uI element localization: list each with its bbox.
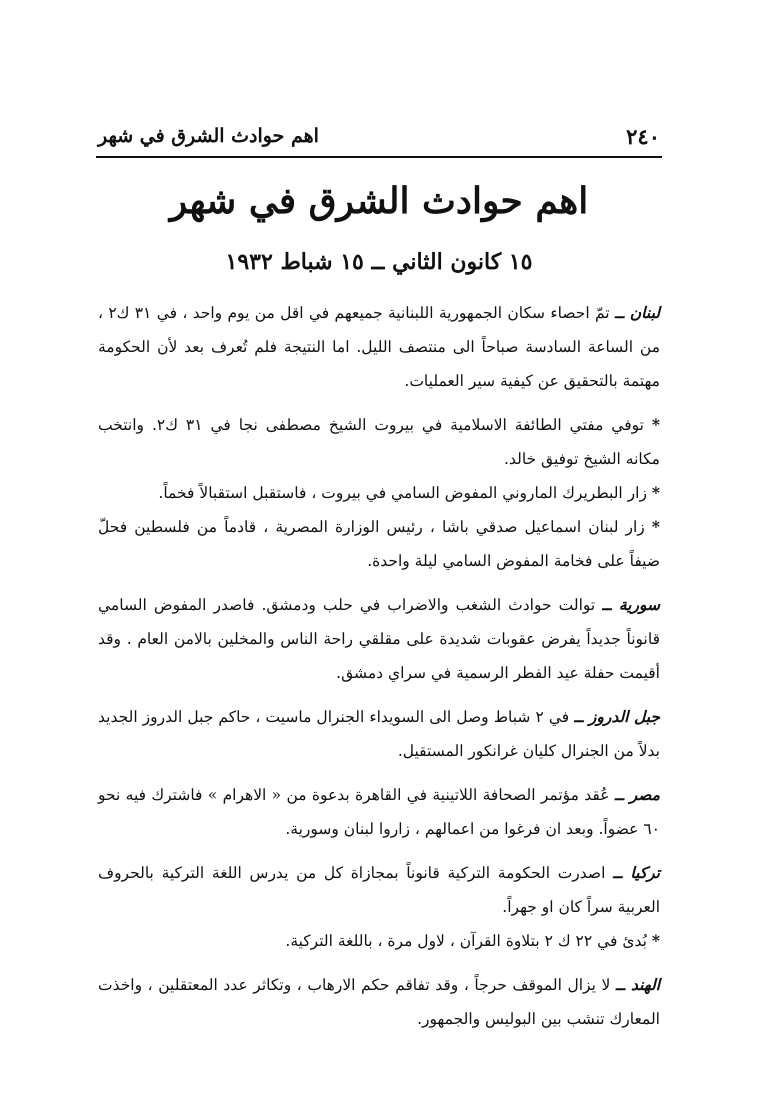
paragraph-text: عُقد مؤتمر الصحافة اللاتينية في القاهرة بدعوة من « الاهرام » فاشترك فيه نحو ٦٠ عضواً. وبعد ان فرغوا من اعمالهم ، زاروا لبنان وسورية. <box>98 786 660 838</box>
article-body <box>98 296 660 1046</box>
running-header <box>98 116 660 156</box>
paragraph-quran-turkish <box>98 924 660 958</box>
country-heading: جبل الدروز ــ <box>574 707 660 726</box>
paragraph-jabal-druze <box>98 700 660 768</box>
paragraph-text: تمّ احصاء سكان الجمهورية اللبنانية جميعهم في اقل من يوم واحد ، في ٣١ ك٢ ، من الساعة السادسة صباحاً الى منتصف الليل. اما النتيجة فلم تُعرف بعد لأن الحكومة مهتمة بالتحقيق عن كيفية سير العمليات. <box>98 304 660 390</box>
paragraph-text: زار لبنان اسماعيل صدقي باشا ، رئيس الوزارة المصرية ، قادماً من فلسطين فحلّ ضيفاً على فخامة المفوض السامي ليلة واحدة. <box>98 518 660 570</box>
paragraph-egypt <box>98 778 660 846</box>
country-heading: الهند ــ <box>615 975 660 994</box>
paragraph-text: في ٢ شباط وصل الى السويداء الجنرال ماسيت ، حاكم جبل الدروز الجديد بدلاً من الجنرال كليان غرانكور المستقيل. <box>98 708 660 760</box>
paragraph-text: توالت حوادث الشغب والاضراب في حلب ودمشق. فاصدر المفوض السامي قانوناً جديداً يفرض عقوبات شديدة على مقلقي راحة الناس والمخلين بالامن العام . وقد أقيمت حفلة عيد الفطر الرسمية في سراي دمشق. <box>98 596 660 682</box>
page-title: اهم حوادث الشرق في شهر <box>169 180 589 222</box>
paragraph-text: زار البطريرك الماروني المفوض السامي في بيروت ، فاستقبل استقبالاً فخماً. <box>158 484 647 502</box>
paragraph-turkey <box>98 856 660 924</box>
bullet-mark: * <box>651 931 660 950</box>
page-number: ٢٤٠ <box>626 123 660 149</box>
country-heading: سورية ــ <box>602 595 660 614</box>
paragraph-patriarch <box>98 476 660 510</box>
paragraph-text: لا يزال الموقف حرجاً ، وقد تفاقم حكم الارهاب ، وتكاثر عدد المعتقلين ، واخذت المعارك تنشب بين البوليس والجمهور. <box>98 976 660 1028</box>
paragraph-text: توفي مفتي الطائفة الاسلامية في بيروت الشيخ مصطفى نجا في ٣١ ك٢. وانتخب مكانه الشيخ توفيق خالد. <box>98 416 660 468</box>
paragraph-sidqi-visit <box>98 510 660 578</box>
paragraph-mufti <box>98 408 660 476</box>
paragraph-india <box>98 968 660 1036</box>
country-heading: تركيا ــ <box>613 863 661 882</box>
date-range: ١٥ كانون الثاني ــ ١٥ شباط ١٩٣٢ <box>225 249 533 275</box>
bullet-mark: * <box>651 483 660 502</box>
paragraph-syria <box>98 588 660 690</box>
bullet-mark: * <box>651 415 661 434</box>
running-title: اهم حوادث الشرق في شهر <box>98 125 319 147</box>
bullet-mark: * <box>651 517 660 536</box>
paragraph-lebanon-census <box>98 296 660 398</box>
paragraph-text: بُدئ في ٢٢ ك ٢ بتلاوة القرآن ، لاول مرة ، باللغة التركية. <box>285 932 647 950</box>
country-heading: مصر ــ <box>614 785 660 804</box>
country-heading: لبنان ــ <box>614 303 660 322</box>
paragraph-text: اصدرت الحكومة التركية قانوناً بمجازاة كل من يدرس اللغة التركية بالحروف العربية سراً كان او جهراً. <box>98 864 660 916</box>
header-rule <box>96 156 662 158</box>
